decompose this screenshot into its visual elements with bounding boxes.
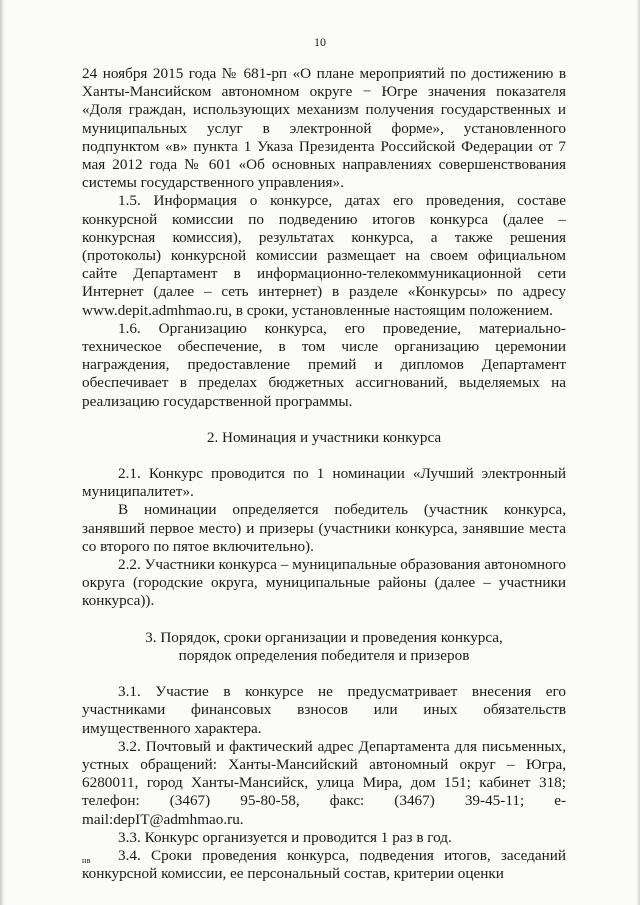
document-body [82,65,566,883]
scan-edge-right [636,0,640,905]
paragraph-3-2: 3.2. Почтовый и фактический адрес Департамента для письменных, устных обращений: Ханты-Мансийский автономный округ – Югра, 6280011, город Ханты-Мансийск, улица Мира, дом 151; кабинет 318; телефон: (3467) 95-80-58, факс: (3467) 39-45-11; e-mail:depIT@admhmao.ru. [82,737,566,828]
paragraph-2-1-nomination: В номинации определяется победитель (участник конкурса, занявший первое место) и призеры (участники конкурса, занявшие места со второго по пятое включительно). [82,501,566,555]
spacer [82,665,566,683]
corner-mark: нв [82,856,92,865]
paragraph-1-5: 1.5. Информация о конкурсе, датах его проведения, составе конкурсной комиссии по подведению итогов конкурса (далее – конкурсная комиссия), результатах конкурса, а также решения (протоколы) конкурсной комиссии размещает на своем официальном сайте Департамент в информационно-телекоммуникационной сети Интернет (далее – сеть интернет) в разделе «Конкурсы» по адресу www.depit.admhmao.ru, в сроки, установленные настоящим положением. [82,192,566,319]
paragraph-3-3: 3.3. Конкурс организуется и проводится 1 раз в год. [118,828,452,846]
paragraph-3-4: 3.4. Сроки проведения конкурса, подведения итогов, заседаний конкурсной комиссии, ее персональный состав, критерии оценки [82,846,566,883]
paragraph-continuation: 24 ноября 2015 года № 681-рп «О плане мероприятий по достижению в Ханты-Мансийском автономном округе − Югре значения показателя «Доля граждан, использующих механизм получения государственных и муниципальных услуг в электронной форме», установленного подпунктом «в» пункта 1 Указа Президента Российской Федерации от 7 мая 2012 года № 601 «Об основных направлениях совершенствования системы государственного управления». [82,65,566,192]
section-3-heading-line-2: порядок определения победителя и призеров [178,646,470,664]
spacer [82,611,566,629]
scan-edge-left [0,0,5,905]
page-number: 10 [314,35,326,49]
paragraph-1-6: 1.6. Организацию конкурса, его проведение, материально-техническое обеспечение, в том числе организацию церемонии награждения, предоставление премий и дипломов Департамент обеспечивает в пределах бюджетных ассигнований, выделяемых на реализацию государственной программы. [82,319,566,410]
section-3-heading-line-1: 3. Порядок, сроки организации и проведения конкурса, [145,628,503,646]
section-2-heading: 2. Номинация и участники конкурса [206,428,442,446]
paragraph-3-1: 3.1. Участие в конкурсе не предусматривает внесения его участниками финансовых взносов или иных обязательств имущественного характера. [82,683,566,737]
spacer [82,411,566,429]
spacer [82,447,566,465]
paragraph-2-1: 2.1. Конкурс проводится по 1 номинации «Лучший электронный муниципалитет». [82,465,566,501]
paragraph-2-2: 2.2. Участники конкурса – муниципальные образования автономного округа (городские округа, муниципальные районы (далее – участники конкурса)). [82,556,566,610]
